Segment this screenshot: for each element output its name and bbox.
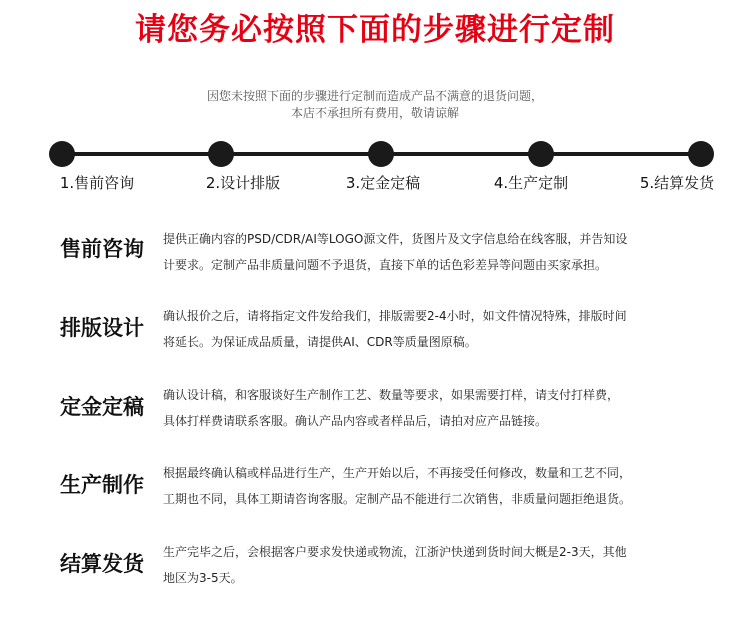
notice-text bbox=[0, 88, 750, 122]
section-description bbox=[163, 460, 723, 512]
desc-line-1: 根据最终确认稿或样品进行生产，生产开始以后，不再接受任何修改，数量和工艺不同， bbox=[163, 466, 632, 480]
step-label-1: 1.售前咨询 bbox=[59, 174, 135, 192]
desc-line-1: 生产完毕之后，会根据客户要求发快递或物流，江浙沪快递到货时间大概是2-3天，其他 bbox=[163, 545, 627, 559]
desc-line-2: 具体打样费请联系客服。确认产品内容或者样品后，请拍对应产品链接。 bbox=[163, 414, 548, 428]
desc-line-2: 地区为3-5天。 bbox=[163, 571, 243, 585]
section-description bbox=[163, 382, 723, 434]
timeline-dot-5 bbox=[688, 141, 714, 167]
notice-line-2: 本店不承担所有费用，敬请谅解 bbox=[290, 106, 459, 120]
section-heading: 定金定稿 bbox=[60, 395, 144, 419]
step-label-5: 5.结算发货 bbox=[639, 174, 715, 192]
notice-line-1: 因您未按照下面的步骤进行定制而造成产品不满意的退货问题， bbox=[206, 89, 543, 103]
section-description bbox=[163, 539, 723, 591]
step-label-3: 3.定金定稿 bbox=[345, 174, 421, 192]
desc-line-2: 计要求。定制产品非质量问题不予退货，直接下单的话色彩差异等问题由买家承担。 bbox=[163, 258, 608, 272]
section-description bbox=[163, 226, 723, 278]
timeline-dot-3 bbox=[368, 141, 394, 167]
step-label-2: 2.设计排版 bbox=[205, 174, 281, 192]
timeline-dot-4 bbox=[528, 141, 554, 167]
section-heading: 售前咨询 bbox=[60, 237, 144, 261]
desc-line-2: 工期也不同，具体工期请咨询客服。定制产品不能进行二次销售，非质量问题拒绝退货。 bbox=[163, 492, 632, 506]
desc-line-1: 确认设计稿，和客服谈好生产制作工艺、数量等要求，如果需要打样，请支付打样费， bbox=[163, 388, 620, 402]
timeline-dot-1 bbox=[49, 141, 75, 167]
section-description bbox=[163, 303, 723, 355]
page-title: 请您务必按照下面的步骤进行定制 bbox=[135, 12, 615, 48]
step-label-4: 4.生产定制 bbox=[493, 174, 569, 192]
section-heading: 排版设计 bbox=[60, 316, 144, 340]
timeline-dot-2 bbox=[208, 141, 234, 167]
process-timeline bbox=[0, 139, 750, 169]
desc-line-2: 将延长。为保证成品质量，请提供AI、CDR等质量图原稿。 bbox=[163, 335, 477, 349]
step-labels bbox=[0, 172, 750, 196]
desc-line-1: 提供正确内容的PSD/CDR/AI等LOGO源文件，货图片及文字信息给在线客服，并告知设 bbox=[163, 232, 628, 246]
section-heading: 生产制作 bbox=[60, 473, 144, 497]
desc-line-1: 确认报价之后，请将指定文件发给我们，排版需要2-4小时，如文件情况特殊，排版时间 bbox=[163, 309, 627, 323]
section-heading: 结算发货 bbox=[60, 552, 144, 576]
